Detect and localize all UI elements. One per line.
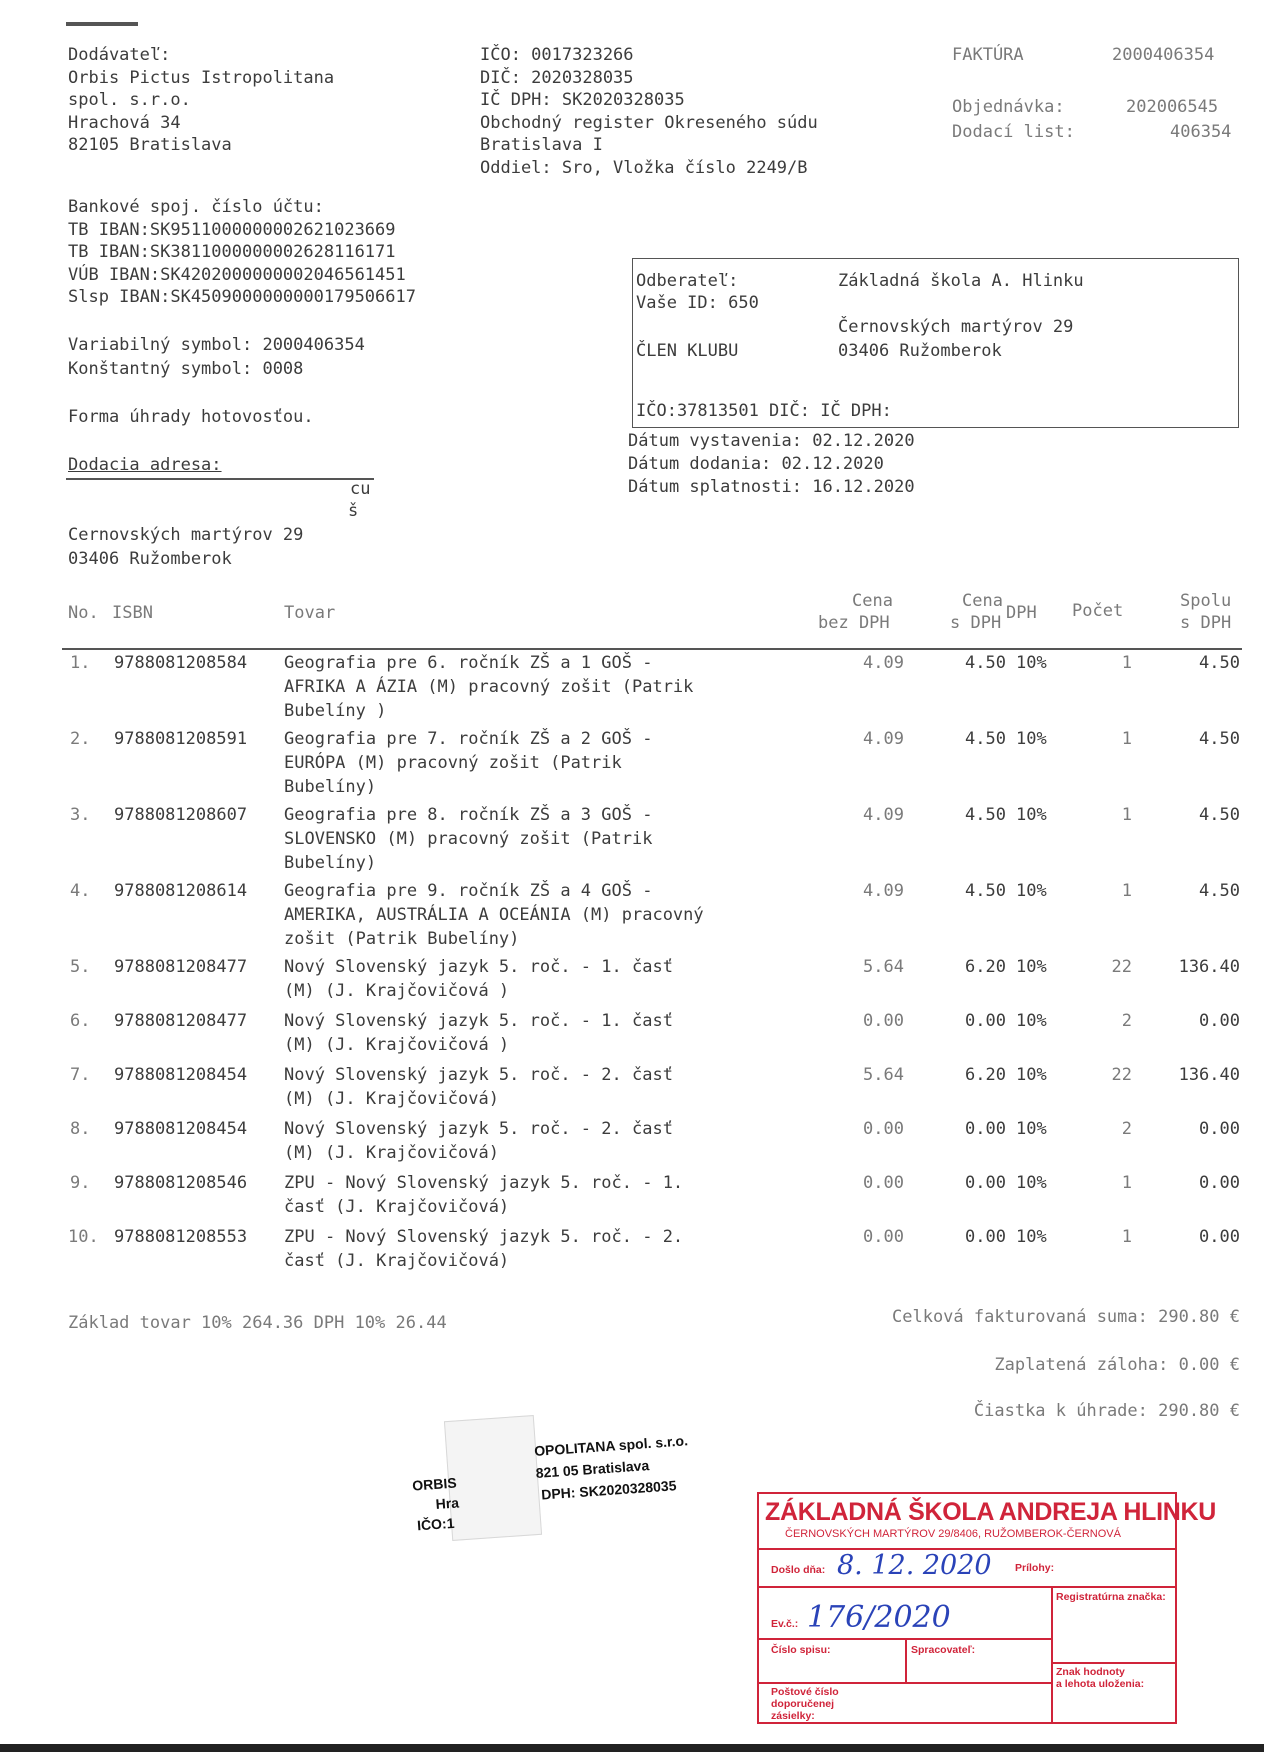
row-price-incl-vat: 4.50 [965, 805, 1006, 825]
stamp-ev-value: 176/2020 [807, 1600, 951, 1635]
th-total-2: s DPH [1180, 613, 1232, 633]
delivery-note-number: 406354 [1170, 122, 1232, 142]
row-isbn: 9788081208591 [114, 729, 248, 749]
row-number: 6. [70, 1011, 91, 1031]
row-quantity: 1 [1121, 729, 1132, 749]
supplier-stamp-line1b: OPOLITANA spol. s.r.o. [533, 1432, 689, 1460]
row-quantity: 22 [1111, 1065, 1132, 1085]
row-description-line: Bubelíny) [284, 777, 377, 797]
row-price-incl-vat: 0.00 [965, 1011, 1006, 1031]
row-quantity: 1 [1121, 1173, 1132, 1193]
row-number: 1. [70, 653, 91, 673]
row-quantity: 2 [1121, 1119, 1132, 1139]
customer-label: Odberateľ: [636, 271, 739, 291]
stamp-address: ČERNOVSKÝCH MARTÝROV 29/8406, RUŽOMBEROK-ČERNOVÁ [785, 1528, 1121, 1540]
bank-iban-1: TB IBAN:SK9511000000002621023669 [68, 219, 396, 240]
row-total: 4.50 [1199, 653, 1240, 673]
delivery-city: 03406 Ružomberok [68, 549, 232, 569]
supplier-stamp-line3a: IČO:1 [416, 1514, 455, 1534]
row-total: 0.00 [1199, 1227, 1240, 1247]
row-number: 9. [70, 1173, 91, 1193]
row-description-line: zošit (Patrik Bubelíny) [284, 929, 520, 949]
row-price-incl-vat: 6.20 [965, 1065, 1006, 1085]
row-total: 4.50 [1199, 805, 1240, 825]
supplier-icdph: IČ DPH: SK2020328035 [480, 90, 685, 110]
row-description-line: Bubelíny ) [284, 701, 387, 721]
th-price-incl-2: s DPH [950, 613, 1002, 633]
invoice-title: FAKTÚRA [952, 45, 1024, 65]
th-qty: Počet [1072, 601, 1124, 621]
row-isbn: 9788081208546 [114, 1173, 248, 1193]
row-isbn: 9788081208584 [114, 653, 248, 673]
advance-paid: Zaplatená záloha: 0.00 € [994, 1355, 1240, 1375]
supplier-city: 82105 Bratislava [68, 135, 232, 155]
stamp-attachments-label: Prílohy: [1015, 1562, 1055, 1574]
row-quantity: 2 [1121, 1011, 1132, 1031]
stamp-processor-label: Spracovateľ: [911, 1644, 976, 1656]
row-isbn: 9788081208454 [114, 1119, 248, 1139]
supplier-name: Orbis Pictus Istropolitana [68, 67, 335, 88]
row-isbn: 9788081208477 [114, 957, 248, 977]
delivery-address-label: Dodacia adresa: [68, 455, 222, 475]
table-header-rule [62, 648, 1242, 650]
supplier-legal-form: spol. s.r.o. [68, 90, 191, 110]
supplier-register-section: Oddiel: Sro, Vložka číslo 2249/B [480, 157, 808, 178]
amount-due: Čiastka k úhrade: 290.80 € [973, 1401, 1240, 1421]
row-vat-rate: 10% [1016, 1227, 1047, 1247]
row-total: 4.50 [1199, 881, 1240, 901]
bank-label: Bankové spoj. číslo účtu: [68, 197, 324, 217]
row-price-excl-vat: 0.00 [863, 1011, 904, 1031]
constant-symbol: Konštantný symbol: 0008 [68, 359, 304, 379]
row-price-excl-vat: 5.64 [863, 1065, 904, 1085]
row-description-line: Nový Slovenský jazyk 5. roč. - 2. časť [284, 1119, 673, 1139]
row-total: 136.40 [1178, 957, 1240, 977]
row-price-excl-vat: 4.09 [863, 729, 904, 749]
variable-symbol: Variabilný symbol: 2000406354 [68, 335, 365, 355]
total-invoiced: Celková fakturovaná suma: 290.80 € [892, 1307, 1240, 1327]
row-number: 10. [68, 1227, 99, 1247]
row-vat-rate: 10% [1016, 1065, 1047, 1085]
supplier-stamp-line3b: DPH: SK2020328035 [540, 1477, 677, 1503]
header-dash [66, 22, 138, 26]
row-description-line: SLOVENSKO (M) pracovný zošit (Patrik [284, 829, 653, 849]
row-price-excl-vat: 0.00 [863, 1227, 904, 1247]
th-vat: DPH [1006, 603, 1037, 623]
row-total: 4.50 [1199, 729, 1240, 749]
supplier-block [68, 44, 334, 157]
stamp-ev-label: Ev.č.: [771, 1618, 799, 1630]
row-price-excl-vat: 4.09 [863, 653, 904, 673]
row-isbn: 9788081208607 [114, 805, 248, 825]
row-description-line: ZPU - Nový Slovenský jazyk 5. roč. - 2. [284, 1227, 684, 1247]
th-item: Tovar [284, 603, 336, 623]
row-price-excl-vat: 4.09 [863, 881, 904, 901]
row-description-line: AFRIKA A ÁZIA (M) pracovný zošit (Patrik [284, 677, 694, 697]
supplier-register: Obchodný register Okreseného súdu [480, 112, 818, 133]
supplier-label: Dodávateľ: [68, 45, 171, 65]
row-description-line: Nový Slovenský jazyk 5. roč. - 2. časť [284, 1065, 673, 1085]
row-number: 7. [70, 1065, 91, 1085]
row-description-line: EURÓPA (M) pracovný zošit (Patrik [284, 753, 622, 773]
row-vat-rate: 10% [1016, 1173, 1047, 1193]
row-price-incl-vat: 4.50 [965, 653, 1006, 673]
customer-ids: IČO:37813501 DIČ: IČ DPH: [636, 401, 892, 421]
row-number: 3. [70, 805, 91, 825]
row-total: 136.40 [1178, 1065, 1240, 1085]
supplier-stamp-line2b: 821 05 Bratislava [535, 1457, 650, 1481]
row-price-incl-vat: 4.50 [965, 881, 1006, 901]
base-summary: Základ tovar 10% 264.36 DPH 10% 26.44 [68, 1313, 447, 1333]
order-number: 202006545 [1126, 97, 1219, 117]
delivery-street: Cernovských martýrov 29 [68, 525, 304, 545]
row-description-line: časť (J. Krajčovičová) [284, 1197, 510, 1217]
row-vat-rate: 10% [1016, 881, 1047, 901]
row-price-incl-vat: 4.50 [965, 729, 1006, 749]
row-description-line: Geografia pre 8. ročník ZŠ a 3 GOŠ - [284, 805, 653, 825]
stamp-reg-mark-label: Registratúrna značka: [1056, 1591, 1166, 1603]
supplier-street: Hrachová 34 [68, 112, 181, 133]
stamp-post-label-2: doporučenej [771, 1698, 835, 1710]
customer-name: Základná škola A. Hlinku [838, 271, 1084, 291]
row-quantity: 1 [1121, 653, 1132, 673]
delivery-note-label: Dodací list: [952, 122, 1075, 142]
row-number: 2. [70, 729, 91, 749]
stamp-received-label: Došlo dňa: [771, 1564, 826, 1576]
delivery-address-fragment: cu [350, 479, 371, 499]
supplier-dic: DIČ: 2020328035 [480, 67, 634, 88]
row-price-excl-vat: 0.00 [863, 1119, 904, 1139]
row-description-line: Nový Slovenský jazyk 5. roč. - 1. časť [284, 957, 673, 977]
stamp-received-date: 8. 12. 2020 [837, 1550, 992, 1581]
invoice-number: 2000406354 [1112, 45, 1215, 65]
th-price-incl: Cena [962, 591, 1003, 611]
supplier-ids-block [480, 44, 818, 179]
bank-iban-4: Slsp IBAN:SK4509000000000179506617 [68, 287, 416, 307]
row-description-line: (M) (J. Krajčovičová ) [284, 1035, 510, 1055]
th-price-excl: Cena [852, 591, 893, 611]
row-vat-rate: 10% [1016, 1011, 1047, 1031]
row-quantity: 1 [1121, 881, 1132, 901]
payment-method: Forma úhrady hotovosťou. [68, 407, 314, 427]
customer-city: 03406 Ružomberok [838, 341, 1002, 361]
order-label: Objednávka: [952, 97, 1065, 117]
th-isbn: ISBN [112, 603, 153, 623]
row-description-line: Geografia pre 9. ročník ZŠ a 4 GOŠ - [284, 881, 653, 901]
bank-block [68, 196, 416, 309]
stamp-file-no-label: Číslo spisu: [771, 1644, 831, 1656]
stamp-value-label-2: a lehota uloženia: [1056, 1678, 1145, 1690]
row-description-line: ZPU - Nový Slovenský jazyk 5. roč. - 1. [284, 1173, 684, 1193]
row-price-excl-vat: 4.09 [863, 805, 904, 825]
row-price-incl-vat: 0.00 [965, 1119, 1006, 1139]
row-isbn: 9788081208553 [114, 1227, 248, 1247]
row-number: 5. [70, 957, 91, 977]
row-isbn: 9788081208477 [114, 1011, 248, 1031]
date-delivered: Dátum dodania: 02.12.2020 [628, 454, 884, 474]
supplier-stamp-line2a: Hra [435, 1494, 460, 1513]
row-price-incl-vat: 0.00 [965, 1227, 1006, 1247]
row-description-line: Geografia pre 7. ročník ZŠ a 2 GOŠ - [284, 729, 653, 749]
received-stamp [757, 1492, 1217, 1724]
th-no: No. [68, 603, 99, 623]
row-description-line: AMERIKA, AUSTRÁLIA A OCEÁNIA (M) pracovný [284, 905, 704, 925]
row-vat-rate: 10% [1016, 1119, 1047, 1139]
row-description-line: Geografia pre 6. ročník ZŠ a 1 GOŠ - [284, 653, 653, 673]
row-description-line: časť (J. Krajčovičová) [284, 1251, 510, 1271]
row-description-line: Nový Slovenský jazyk 5. roč. - 1. časť [284, 1011, 673, 1031]
customer-id: Vaše ID: 650 [636, 293, 759, 313]
row-price-incl-vat: 6.20 [965, 957, 1006, 977]
row-isbn: 9788081208614 [114, 881, 248, 901]
customer-street: Černovských martýrov 29 [838, 317, 1074, 337]
date-issued: Dátum vystavenia: 02.12.2020 [628, 431, 915, 451]
row-description-line: (M) (J. Krajčovičová ) [284, 981, 510, 1001]
supplier-stamp [396, 1406, 704, 1547]
bank-iban-3: VÚB IBAN:SK4202000000002046561451 [68, 264, 406, 285]
supplier-ico: IČO: 0017323266 [480, 45, 634, 65]
row-price-incl-vat: 0.00 [965, 1173, 1006, 1193]
row-total: 0.00 [1199, 1011, 1240, 1031]
stamp-post-label-1: Poštové číslo [771, 1686, 839, 1698]
date-due: Dátum splatnosti: 16.12.2020 [628, 477, 915, 497]
row-number: 8. [70, 1119, 91, 1139]
delivery-address-fragment-2: š [348, 501, 359, 521]
row-quantity: 22 [1111, 957, 1132, 977]
row-price-excl-vat: 5.64 [863, 957, 904, 977]
row-vat-rate: 10% [1016, 805, 1047, 825]
row-price-excl-vat: 0.00 [863, 1173, 904, 1193]
row-isbn: 9788081208454 [114, 1065, 248, 1085]
row-description-line: Bubelíny) [284, 853, 377, 873]
th-price-excl-2: bez DPH [818, 613, 890, 633]
supplier-register-court: Bratislava I [480, 135, 603, 155]
row-vat-rate: 10% [1016, 957, 1047, 977]
row-total: 0.00 [1199, 1119, 1240, 1139]
row-total: 0.00 [1199, 1173, 1240, 1193]
row-number: 4. [70, 881, 91, 901]
customer-club: ČLEN KLUBU [636, 341, 739, 361]
th-total: Spolu [1180, 591, 1232, 611]
row-vat-rate: 10% [1016, 729, 1047, 749]
row-description-line: (M) (J. Krajčovičová) [284, 1143, 499, 1163]
row-description-line: (M) (J. Krajčovičová) [284, 1089, 499, 1109]
scan-edge [0, 1744, 1264, 1752]
stamp-post-label-3: zásielky: [771, 1710, 815, 1722]
row-quantity: 1 [1121, 1227, 1132, 1247]
bank-iban-2: TB IBAN:SK3811000000002628116171 [68, 242, 396, 262]
row-quantity: 1 [1121, 805, 1132, 825]
row-vat-rate: 10% [1016, 653, 1047, 673]
stamp-title: ZÁKLADNÁ ŠKOLA ANDREJA HLINKU [765, 1498, 1217, 1526]
stamp-value-label-1: Znak hodnoty [1056, 1666, 1125, 1678]
delivery-address-rule [66, 478, 374, 480]
supplier-stamp-line1a: ORBIS [411, 1474, 458, 1494]
